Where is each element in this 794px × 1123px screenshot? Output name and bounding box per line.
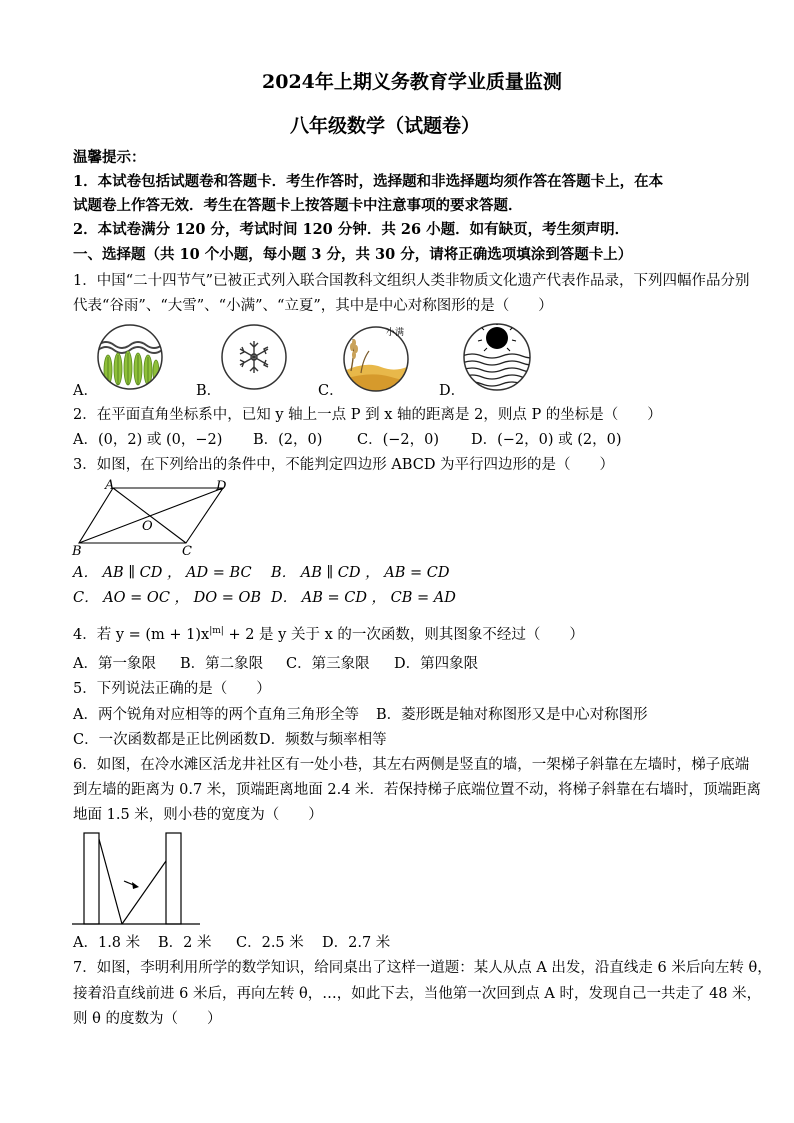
q3-option-d: D． AB = CD ， CB = AD: [271, 590, 456, 606]
q6-option-d: D．2.7 米: [322, 935, 391, 951]
q2-option-c: C．(−2，0): [357, 432, 440, 448]
vertex-a-label: A: [105, 478, 115, 493]
q5-option-d: D．频数与频率相等: [259, 732, 387, 748]
q3-option-a: A． AB ∥ CD ， AD = BC: [73, 565, 252, 581]
q4-option-a: A．第一象限: [73, 656, 156, 672]
question-1-line-2: 代表“谷雨”、“大雪”、“小满”、“立夏”，其中是中心对称图形的是（ ）: [73, 298, 553, 314]
q3-option-b: B． AB ∥ CD ， AB = CD: [271, 565, 450, 581]
question-2-stem: 2．在平面直角坐标系中，已知 y 轴上一点 P 到 x 轴的距离是 2，则点 P 的坐标是（ ）: [73, 407, 662, 423]
q6-option-a: A．1.8 米: [73, 935, 141, 951]
question-3-stem: 3．如图，在下列给出的条件中，不能判定四边形 ABCD 为平行四边形的是（ ）: [73, 457, 615, 473]
q4-option-b: B．第二象限: [180, 656, 264, 672]
grain-rain-image: [96, 323, 164, 391]
center-o-label: O: [142, 519, 153, 534]
parallelogram-diagram: [72, 479, 242, 559]
question-6-line-3: 地面 1.5 米，则小巷的宽度为（ ）: [73, 807, 323, 823]
xiaoman-caption: 小满: [386, 328, 405, 338]
vertex-d-label: D: [216, 479, 227, 494]
question-7-line-2: 接着沿直线前进 6 米后，再向左转 θ，…，如此下去，当他第一次回到点 A 时，发现自己一共走了 48 米，: [73, 986, 762, 1002]
question-7-line-1: 7．如图，李明利用所学的数学知识，给同桌出了这样一道题：某人从点 A 出发，沿直线走 6 米后向左转 θ，: [73, 960, 772, 976]
question-6-line-1: 6．如图，在冷水滩区活龙井社区有一处小巷，其左右两侧是竖直的墙，一架梯子斜靠在左墙时，梯子底端: [73, 757, 750, 773]
notice-line-1: 1．本试卷包括试题卷和答题卡．考生作答时，选择题和非选择题均须作答在答题卡上，在本: [73, 173, 664, 190]
q5-option-b: B．菱形既是轴对称图形又是中心对称图形: [376, 707, 648, 723]
q5-option-a: A．两个锐角对应相等的两个直角三角形全等: [73, 707, 359, 723]
vertex-c-label: C: [182, 544, 192, 559]
start-of-summer-image: [462, 322, 532, 392]
q3-option-c: C． AO = OC ， DO = OB: [73, 590, 262, 606]
grain-buds-image: [341, 321, 411, 393]
exam-title: 2024年上期义务教育学业质量监测: [262, 71, 562, 93]
q4-stem-pre: 4．若 y = (m + 1)x: [73, 626, 210, 643]
notice-line-3: 2．本试卷满分 120 分，考试时间 120 分钟．共 26 小题．如有缺页，考生须声明．: [73, 221, 630, 238]
question-1-line-1: 1．中国“二十四节气”已被正式列入联合国教科文组织人类非物质文化遗产代表作品录，下列四幅作品分别: [73, 273, 750, 289]
section-heading: 一、选择题（共 10 个小题，每小题 3 分，共 30 分，请将正确选项填涂到答题卡上）: [73, 246, 633, 263]
heavy-snow-image: [220, 323, 288, 391]
q1-option-d-label: D．: [439, 383, 466, 399]
vertex-b-label: B: [72, 544, 82, 559]
q4-option-c: C．第三象限: [286, 656, 370, 672]
ladder-alley-diagram: [72, 831, 202, 927]
question-6-line-2: 到左墙的距离为 0.7 米，顶端距离地面 2.4 米．若保持梯子底端位置不动，将梯子斜靠在右墙时，顶端距离: [73, 782, 762, 798]
notice-line-2: 试题卷上作答无效．考生在答题卡上按答题卡中注意事项的要求答题．: [73, 197, 523, 214]
question-7-line-3: 则 θ 的度数为（ ）: [73, 1011, 222, 1027]
q2-option-b: B．(2，0): [253, 432, 323, 448]
exam-subtitle: 八年级数学（试题卷）: [290, 115, 481, 137]
q4-option-d: D．第四象限: [394, 656, 479, 672]
q6-option-c: C．2.5 米: [236, 935, 304, 951]
q1-option-c-label: C．: [318, 383, 344, 399]
q2-option-d: D．(−2，0) 或 (2，0): [471, 432, 622, 448]
question-4-stem: [73, 621, 584, 645]
question-5-stem: 5．下列说法正确的是（ ）: [73, 681, 271, 697]
q6-option-b: B．2 米: [158, 935, 212, 951]
notice-heading: 温馨提示：: [73, 149, 146, 166]
q4-stem-post: + 2 是 y 关于 x 的一次函数，则其图象不经过（ ）: [223, 626, 584, 643]
q1-option-b-label: B．: [196, 383, 222, 399]
q5-option-c: C．一次函数都是正比例函数: [73, 732, 259, 748]
q4-exponent: |m|: [209, 626, 224, 636]
q1-option-a-label: A．: [73, 383, 98, 399]
q2-option-a: A．(0，2) 或 (0，−2): [73, 432, 223, 448]
